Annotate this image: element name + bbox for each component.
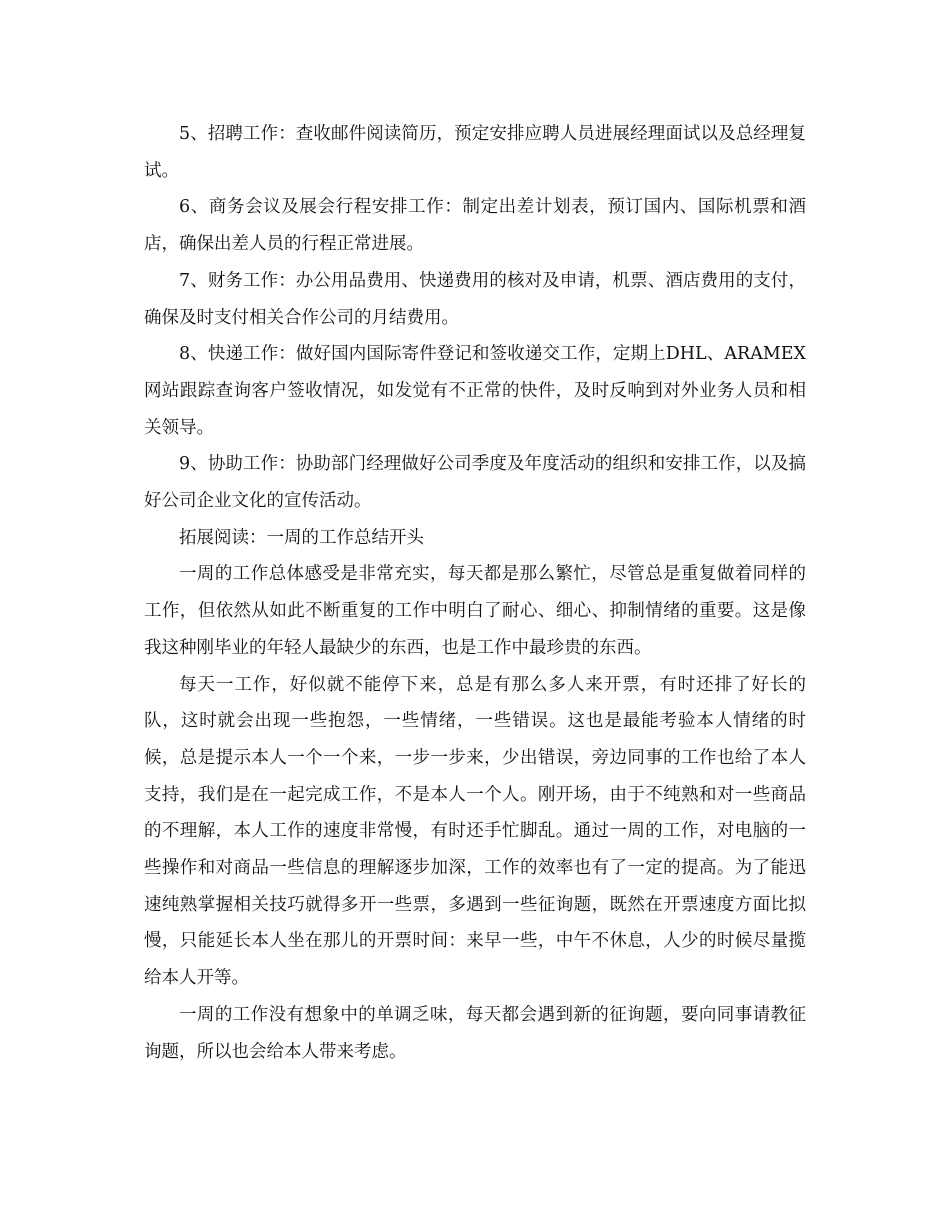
paragraph-recruitment: 5、招聘工作：查收邮件阅读简历，预定安排应聘人员进展经理面试以及总经理复试。 <box>144 124 806 181</box>
paragraph-assistance: 9、协助工作：协助部门经理做好公司季度及年度活动的组织和安排工作，以及搞好公司企业文化的宣传活动。 <box>144 454 806 512</box>
document-body <box>144 116 806 1070</box>
extended-reading-heading: 拓展阅读：一周的工作总结开头 <box>179 527 424 548</box>
paragraph-finance: 7、财务工作：办公用品费用、快递费用的核对及申请，机票、酒店费用的支付，确保及时支付相关合作公司的月结费用。 <box>144 270 806 328</box>
paragraph-business-travel: 6、商务会议及展会行程安排工作：制定出差计划表，预订国内、国际机票和酒店，确保出差人员的行程正常进展。 <box>144 197 806 255</box>
paragraph-weekly-feeling: 一周的工作总体感受是非常充实，每天都是那么繁忙，尽管总是重复做着同样的工作，但依然从如此不断重复的工作中明白了耐心、细心、抑制情绪的重要。这是像我这种刚毕业的年轻人最缺少的东西，也是工作中最珍贵的东西。 <box>144 564 806 658</box>
paragraph-conclusion: 一周的工作没有想象中的单调乏味，每天都会遇到新的征询题，要向同事请教征询题，所以也会给本人带来考虑。 <box>144 1004 806 1062</box>
paragraph-daily-work: 每天一工作，好似就不能停下来，总是有那么多人来开票，有时还排了好长的队，这时就会出现一些抱怨，一些情绪，一些错误。这也是最能考验本人情绪的时候，总是提示本人一个一个来，一步一步来，少出错误，旁边同事的工作也给了本人支持，我们是在一起完成工作，不是本人一个人。刚开场，由于不纯熟和对一些商品的不理解，本人工作的速度非常慢，有时还手忙脚乱。通过一周的工作，对电脑的一些操作和对商品一些信息的理解逐步加深，工作的效率也有了一定的提高。为了能迅速纯熟掌握相关技巧就得多开一些票，多遇到一些征询题，既然在开票速度方面比拟慢，只能延长本人坐在那儿的开票时间：来早一些，中午不休息，人少的时候尽量揽给本人开等。 <box>144 674 806 989</box>
paragraph-express-delivery: 8、快递工作：做好国内国际寄件登记和签收递交工作，定期上DHL、ARAMEX网站跟踪查询客户签收情况，如发觉有不正常的快件，及时反响到对外业务人员和相关领导。 <box>144 344 806 438</box>
